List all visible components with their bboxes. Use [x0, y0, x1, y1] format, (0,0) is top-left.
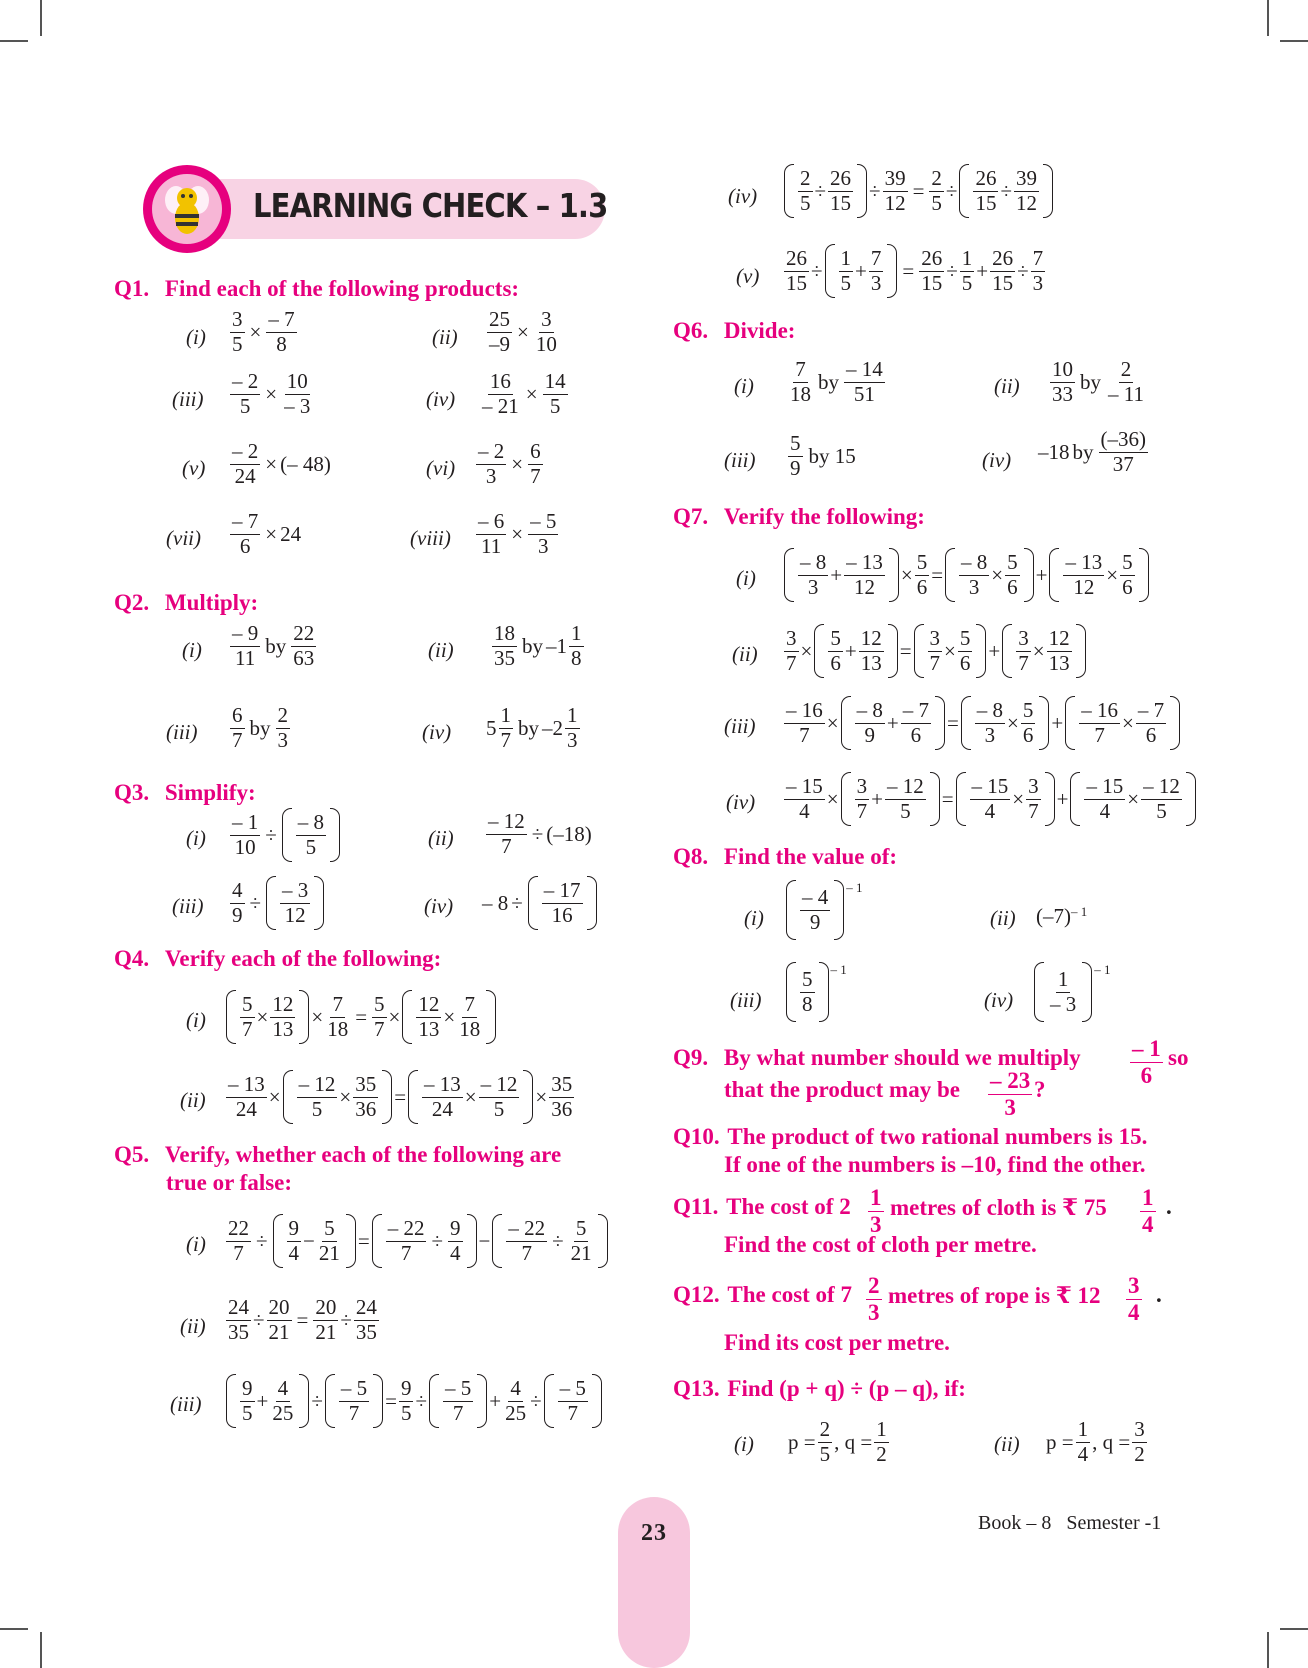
crop-mark — [0, 40, 28, 42]
question-text: Verify each of the following: — [164, 946, 442, 971]
expression: p = $\frac{2}{5}$ , q = $\frac{1}{2}$ — [788, 1417, 887, 1466]
question-text: Multiply: — [164, 590, 259, 615]
question-text: By what number should we multiply — [723, 1045, 1081, 1070]
question-2 — [114, 590, 258, 616]
expression: $\frac{- 12}{7}$ ÷ (–18) — [488, 809, 592, 858]
roman-label: (i) — [744, 906, 764, 930]
question-text: . — [1156, 1282, 1162, 1307]
question-number: Q6. — [673, 318, 709, 343]
page-title: LEARNING CHECK – 1.3 — [253, 186, 608, 225]
roman-label: (viii) — [410, 526, 451, 550]
bee-icon — [152, 174, 222, 244]
question-11 — [673, 1194, 851, 1220]
roman-label: (ii) — [180, 1088, 206, 1112]
fraction: $\frac{- 23}{3}$ — [990, 1068, 1031, 1120]
roman-label: (i) — [186, 325, 206, 349]
question-5 — [114, 1142, 561, 1168]
question-text: Verify, whether each of the following are — [164, 1142, 562, 1167]
crop-mark — [1280, 1628, 1308, 1630]
expression: – 8 ÷ $\frac{- 17}{16}$ — [482, 876, 599, 930]
roman-label: (iii) — [172, 387, 204, 411]
question-text: metres of cloth is ₹ 75 — [890, 1195, 1107, 1220]
roman-label: (i) — [734, 1432, 754, 1456]
expression: $\frac{7}{18}$ by $\frac{- 14}{51}$ — [790, 357, 883, 406]
fraction: $\frac{2}{3}$ — [868, 1273, 880, 1325]
roman-label: (iii) — [730, 988, 762, 1012]
expression: $\frac{22}{7}$ ÷ $\frac{9}{4}$ − $\frac{5}{21}$ = $\frac{- 22}{7}$ ÷ $\frac{9}{4}$ − $\frac{- 22}{7}$ ÷ $\frac{5}{21}$ — [224, 1214, 610, 1268]
expression: $\frac{- 2}{5}$ × $\frac{10}{- 3}$ — [232, 369, 311, 418]
question-text: so — [1168, 1045, 1189, 1070]
question-text: Find the cost of cloth per metre. — [724, 1232, 1037, 1257]
roman-label: (iv) — [424, 894, 454, 918]
expression: $\frac{24}{35}$ ÷ $\frac{20}{21}$ = $\frac{20}{21}$ ÷ $\frac{24}{35}$ — [228, 1295, 377, 1344]
roman-label: (iv) — [728, 184, 758, 208]
question-5-continued: true or false: — [166, 1170, 293, 1195]
expression: $\frac{6}{7}$ by $\frac{2}{3}$ — [232, 703, 288, 752]
question-text: that the product may be — [724, 1077, 960, 1102]
question-text: The cost of 2 — [726, 1194, 851, 1219]
roman-label: (i) — [186, 1232, 206, 1256]
expression: $\frac{3}{5}$ × $\frac{- 7}{8}$ — [232, 307, 295, 356]
roman-label: (iii) — [172, 894, 204, 918]
expression: $\frac{- 8}{3}$ + $\frac{- 13}{12}$ × $\frac{5}{6}$ = $\frac{- 8}{3}$ × $\frac{5}{6}$ + $\frac{- 13}{12}$ × $\frac{5}{6}$ — [782, 548, 1151, 602]
expression: $\frac{10}{33}$ by $\frac{2}{- 11}$ — [1052, 357, 1144, 406]
roman-label: (ii) — [990, 906, 1016, 930]
expression: p = $\frac{1}{4}$ , q = $\frac{3}{2}$ — [1046, 1417, 1145, 1466]
crop-mark — [40, 0, 42, 36]
question-10 — [673, 1124, 1147, 1150]
question-number: Q1. — [114, 276, 150, 301]
roman-label: (i) — [186, 826, 206, 850]
crop-mark — [1267, 0, 1269, 36]
question-number: Q7. — [673, 504, 709, 529]
roman-label: (iii) — [724, 714, 756, 738]
roman-label: (iv) — [984, 988, 1014, 1012]
expression: $\frac{4}{9}$ ÷ $\frac{- 3}{12}$ — [228, 876, 326, 930]
roman-label: (ii) — [428, 638, 454, 662]
roman-label: (ii) — [432, 325, 458, 349]
expression: $\frac{- 4}{9}$ $^{- 1}$ — [784, 880, 863, 940]
roman-label: (iii) — [166, 720, 198, 744]
question-text: If one of the numbers is –10, find the other. — [724, 1152, 1146, 1177]
question-4 — [114, 946, 441, 972]
question-text: The cost of 7 — [727, 1282, 852, 1307]
expression: $\frac{26}{15}$ ÷ $\frac{1}{5}$ + $\frac{7}{3}$ = $\frac{26}{15}$ ÷ $\frac{1}{5}$ + $\frac{26}{15}$ ÷ $\frac{7}{3}$ — [782, 244, 1047, 298]
roman-label: (ii) — [428, 826, 454, 850]
question-number: Q5. — [114, 1142, 150, 1167]
question-13 — [673, 1376, 966, 1402]
roman-label: (vii) — [166, 526, 201, 550]
crop-mark — [1280, 40, 1308, 42]
roman-label: (i) — [734, 374, 754, 398]
expression: (–7) $^{- 1}$ — [1036, 904, 1088, 928]
roman-label: (v) — [736, 264, 760, 288]
expression: $\frac{- 7}{6}$ × 24 — [232, 509, 302, 558]
expression: $\frac{2}{5}$ ÷ $\frac{26}{15}$ ÷ $\frac{39}{12}$ = $\frac{2}{5}$ ÷ $\frac{26}{15}$ ÷ $\frac{39}{12}$ — [782, 164, 1055, 218]
expression: $\frac{18}{35}$ by –1 $\frac{1}{8}$ — [494, 621, 582, 670]
bee-logo — [143, 165, 231, 253]
fraction: $\frac{3}{4}$ — [1128, 1273, 1140, 1325]
expression: $\frac{5}{9}$ by 15 — [790, 431, 856, 480]
question-text: Find each of the following products: — [164, 276, 520, 301]
roman-label: (i) — [736, 566, 756, 590]
question-text: . — [1166, 1194, 1172, 1219]
roman-label: (i) — [182, 638, 202, 662]
question-6 — [673, 318, 795, 344]
roman-label: (ii) — [180, 1314, 206, 1338]
question-text: Simplify: — [164, 780, 256, 805]
expression: $\frac{5}{8}$ $^{- 1}$ — [784, 962, 847, 1022]
question-3 — [114, 780, 256, 806]
expression: –18 by $\frac{(-36)}{37}$ — [1038, 427, 1146, 476]
question-number: Q8. — [673, 844, 709, 869]
question-number: Q4. — [114, 946, 150, 971]
roman-label: (iii) — [170, 1392, 202, 1416]
expression: $\frac{16}{- 21}$ × $\frac{14}{5}$ — [482, 369, 566, 418]
question-12 — [673, 1282, 852, 1308]
question-text: Verify the following: — [723, 504, 925, 529]
question-number: Q11. — [673, 1194, 719, 1219]
expression: $\frac{- 15}{4}$ × $\frac{3}{7}$ + $\frac{- 12}{5}$ = $\frac{- 15}{4}$ × $\frac{3}{7}$ + $\frac{- 15}{4}$ × $\frac{- 12}{5}$ — [782, 772, 1198, 826]
question-text: Find its cost per metre. — [724, 1330, 950, 1355]
roman-label: (ii) — [732, 642, 758, 666]
page-number: 23 — [641, 1520, 667, 1546]
expression: $\frac{25}{-9}$ × $\frac{3}{10}$ — [489, 307, 557, 356]
expression: $\frac{- 16}{7}$ × $\frac{- 8}{9}$ + $\frac{- 7}{6}$ = $\frac{- 8}{3}$ × $\frac{5}{6}$ + $\frac{- 16}{7}$ × $\frac{- 7}{6}$ — [782, 696, 1182, 750]
crop-mark — [0, 1628, 28, 1630]
expression: $\frac{- 9}{11}$ by $\frac{22}{63}$ — [232, 621, 315, 670]
fraction: $\frac{1}{4}$ — [1142, 1185, 1154, 1237]
question-number: Q2. — [114, 590, 150, 615]
roman-label: (ii) — [994, 1432, 1020, 1456]
roman-label: (ii) — [994, 374, 1020, 398]
expression: $\frac{3}{7}$ × $\frac{5}{6}$ + $\frac{12}{13}$ = $\frac{3}{7}$ × $\frac{5}{6}$ + $\frac{3}{7}$ × $\frac{12}{13}$ — [782, 624, 1088, 678]
question-number: Q13. — [673, 1376, 720, 1401]
roman-label: (i) — [186, 1008, 206, 1032]
question-number: Q12. — [673, 1282, 720, 1307]
roman-label: (iv) — [422, 720, 452, 744]
expression: $\frac{- 13}{24}$ × $\frac{- 12}{5}$ × $\frac{35}{36}$ = $\frac{- 13}{24}$ × $\frac{- 12}{5}$ × $\frac{35}{36}$ — [224, 1070, 576, 1124]
book-label: Book – 8 Semester -1 — [978, 1512, 1162, 1534]
fraction: $\frac{- 1}{6}$ — [1132, 1036, 1161, 1088]
question-number: Q3. — [114, 780, 150, 805]
question-7 — [673, 504, 925, 530]
roman-label: (iii) — [724, 448, 756, 472]
fraction: $\frac{1}{3}$ — [870, 1185, 882, 1237]
expression: $\frac{9}{5}$ + $\frac{4}{25}$ ÷ $\frac{- 5}{7}$ = $\frac{9}{5}$ ÷ $\frac{- 5}{7}$ + $\frac{4}{25}$ ÷ $\frac{- 5}{7}$ — [224, 1374, 604, 1428]
roman-label: (v) — [182, 456, 206, 480]
question-number: Q10. — [673, 1124, 720, 1149]
expression: $\frac{- 6}{11}$ × $\frac{- 5}{3}$ — [478, 509, 557, 558]
question-number: Q9. — [673, 1045, 709, 1070]
roman-label: (vi) — [426, 456, 456, 480]
expression: $\frac{1}{- 3}$ $^{- 1}$ — [1032, 962, 1111, 1022]
expression: $\frac{- 2}{3}$ × $\frac{6}{7}$ — [478, 439, 541, 488]
question-text: Find the value of: — [723, 844, 898, 869]
question-text: Divide: — [723, 318, 796, 343]
roman-label: (iv) — [426, 387, 456, 411]
question-text: Find (p + q) ÷ (p – q), if: — [727, 1376, 966, 1401]
crop-mark — [1267, 1632, 1269, 1668]
question-text: metres of rope is ₹ 12 — [888, 1283, 1101, 1308]
question-text: The product of two rational numbers is 15. — [727, 1124, 1148, 1149]
question-text: ? — [1034, 1077, 1046, 1102]
question-1 — [114, 276, 519, 302]
roman-label: (iv) — [982, 448, 1012, 472]
crop-mark — [40, 1632, 42, 1668]
expression: $\frac{- 2}{24}$ × (– 48) — [232, 439, 331, 488]
expression: $\frac{- 1}{10}$ ÷ $\frac{- 8}{5}$ — [228, 808, 342, 862]
expression: 5 $\frac{1}{7}$ by –2 $\frac{1}{3}$ — [486, 703, 578, 752]
expression: $\frac{5}{7}$ × $\frac{12}{13}$ × $\frac{7}{18}$ = $\frac{5}{7}$ × $\frac{12}{13}$ × $\frac{7}{18}$ — [224, 990, 498, 1044]
roman-label: (iv) — [726, 790, 756, 814]
question-8 — [673, 844, 897, 870]
